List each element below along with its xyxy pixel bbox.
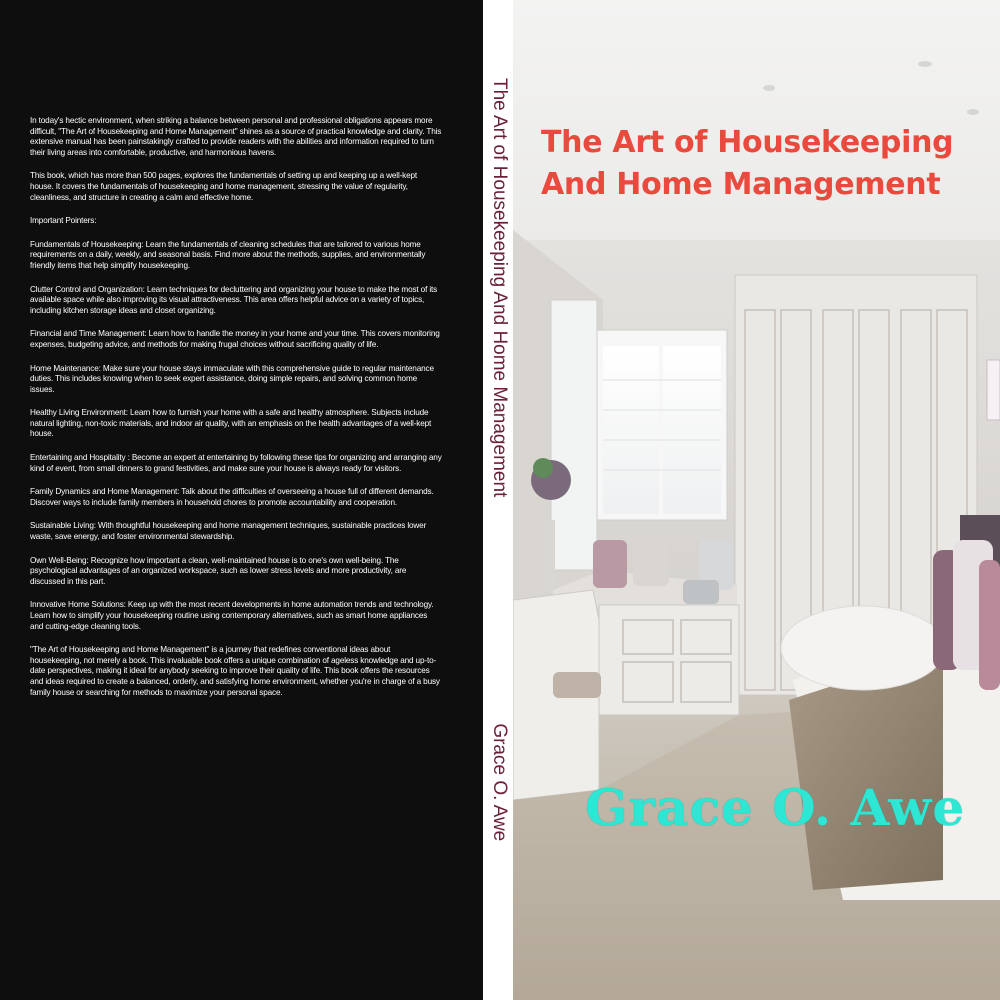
blurb-pointer: Entertaining and Hospitality : Become an expert at entertaining by following these tips for organizing and arranging any kind of event, from small dinners to grand festivities, and make sure your house is always ready for visitors.: [30, 453, 442, 473]
blurb-pointer: Healthy Living Environment: Learn how to furnish your home with a safe and healthy atmosphere. Subjects include natural lighting, non-toxic materials, and indoor air quality, with an emphasis on the health advantages of a well-kept house.: [30, 408, 432, 439]
spine-title: The Art of Housekeeping And Home Management: [489, 78, 510, 498]
spine-author: Grace O. Awe: [489, 723, 510, 842]
ceiling-light: [763, 85, 775, 91]
blurb-pointer: Own Well-Being: Recognize how important a clean, well-maintained house is to one's own well-being. The psychological advantages of an organized workspace, such as lower stress levels and more productivity, are discussed in this part.: [30, 555, 407, 586]
front-title-line-2: And Home Management: [541, 167, 941, 202]
window-pane: [603, 346, 659, 514]
blurb-paragraph: This book, which has more than 500 pages, explores the fundamentals of setting up and keeping up a well-kept house. It covers the fundamentals of housekeeping and home management, stressing the value of regularity, cleanliness, and structure in creating a calm and effective home.: [30, 171, 418, 202]
stool: [553, 672, 601, 698]
blurb-paragraph: In today's hectic environment, when striking a balance between personal and professional obligations appears more difficult, "The Art of Housekeeping and Home Management" shines as a source of practical knowledge and clarity. This extensive manual has been painstakingly crafted to provide readers with the abilities and information required to turn their living areas into comfortable, productive, and harmonious havens.: [30, 116, 442, 157]
blurb-pointer: Fundamentals of Housekeeping: Learn the fundamentals of cleaning schedules that are tailored to various home requirements on a daily, weekly, and seasonal basis. Find more about the methods, supplies, and environmentally friendly items that help simplify housekeeping.: [30, 239, 426, 270]
cushion: [593, 540, 627, 588]
spine-text: [488, 78, 510, 841]
cabinet: [599, 605, 739, 715]
blurb-heading: Important Pointers:: [30, 216, 97, 226]
cushion: [633, 532, 669, 586]
cushion: [683, 580, 719, 604]
blurb-pointer: Sustainable Living: With thoughtful housekeeping and home management techniques, sustainable practices lower waste, save energy, and foster environmental stewardship.: [30, 521, 427, 542]
front-title-line-1: The Art of Housekeeping: [541, 125, 954, 160]
blurb-pointer: Home Maintenance: Make sure your house stays immaculate with this comprehensive guide to regular maintenance duties. This includes knowing when to seek expert assistance, doing simple repairs, and solving common home issues.: [30, 363, 434, 394]
ceiling-light: [967, 109, 979, 115]
blurb-pointer: Financial and Time Management: Learn how to handle the money in your home and your time. This covers monitoring expenses, budgeting advice, and methods for making frugal choices without sacrificing quality of life.: [30, 329, 440, 349]
side-window: [551, 300, 597, 570]
blurb-pointer: Clutter Control and Organization: Learn techniques for decluttering and organizing your house to make the most of its available space while also improving its visual attractiveness. This area offers helpful advice on a variety of topics, including kitchen storage ideas and closet organizing.: [30, 284, 438, 315]
front-title: [541, 122, 991, 206]
vase: [545, 520, 555, 588]
bed-cushion: [979, 560, 1000, 690]
blurb-pointer: Innovative Home Solutions: Keep up with the most recent developments in home automation trends and technology. Learn how to simplify your housekeeping routine using contemporary alternatives, such as smart home appliances and cutting-edge cleaning tools.: [30, 600, 434, 631]
blurb-paragraph: "The Art of Housekeeping and Home Management" is a journey that redefines conventional ideas about housekeeping, not merely a book. This invaluable book offers a unique combination of ageless knowledge and up-to-date perspectives, making it ideal for anybody seeking to improve their quality of life. This book offers the resources and ideas required to create a balanced, orderly, and satisfying home environment, whether you're in charge of a busy family house or searching for methods to maximize your personal space.: [30, 645, 440, 697]
blurb-pointer: Family Dynamics and Home Management: Talk about the difficulties of overseeing a house full of different demands. Discover ways to include family members in household chores to promote accountability and cooperation.: [30, 487, 434, 507]
book-spine: [483, 0, 513, 1000]
back-cover: [0, 0, 483, 1000]
back-cover-blurb: [30, 116, 442, 711]
knit-blanket: [781, 606, 945, 690]
ceiling-light: [918, 61, 932, 67]
wall-art: [987, 360, 1000, 420]
front-cover: [513, 0, 1000, 1000]
front-author: Grace O. Awe: [585, 778, 966, 837]
window-pane: [663, 346, 721, 514]
